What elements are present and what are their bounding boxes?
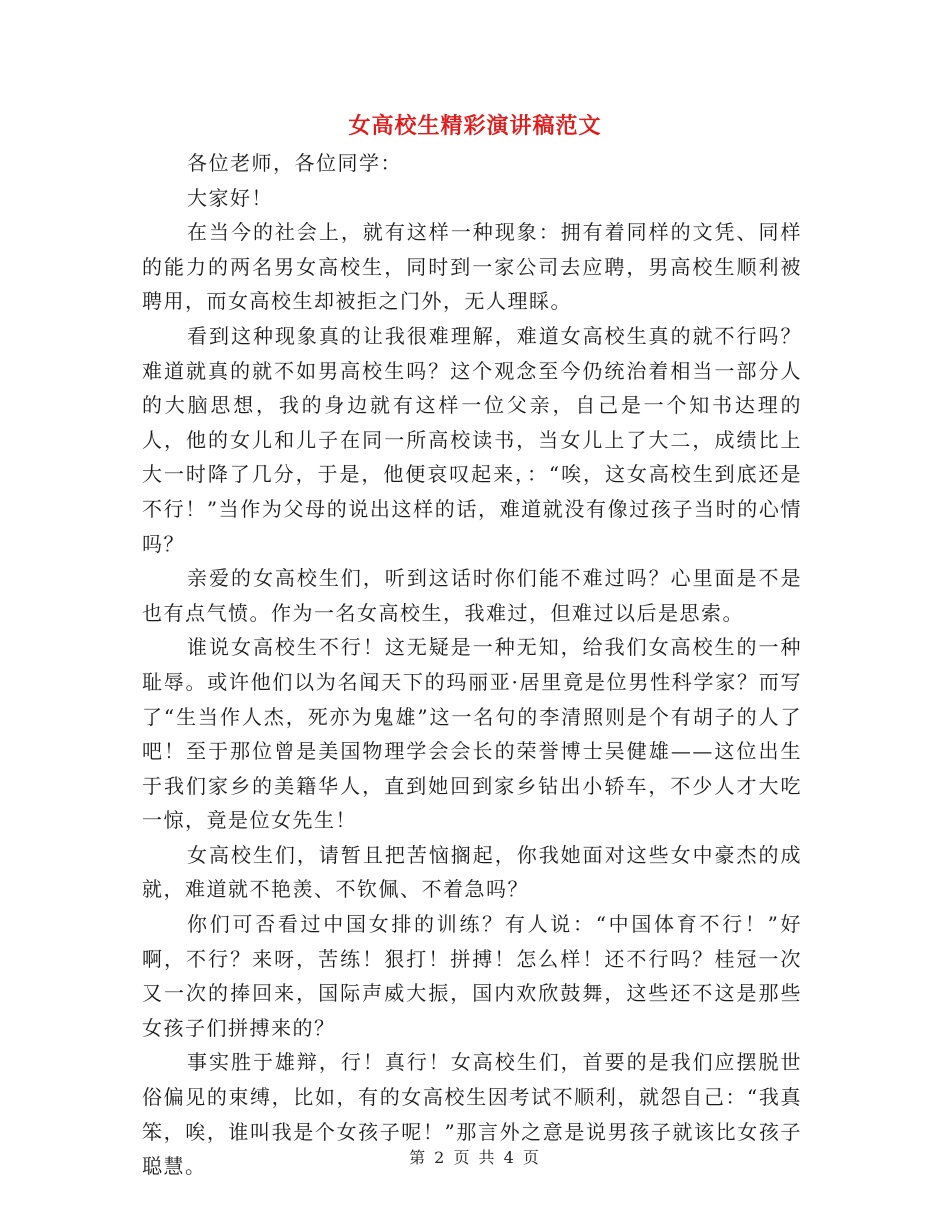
document-title: 女高校生精彩演讲稿范文 xyxy=(348,113,602,139)
document-body xyxy=(142,146,802,1184)
paragraph-5: 亲爱的女高校生们，听到这话时你们能不难过吗？心里面是不是也有点气愤。作为一名女高校生，我难过，但难过以后是思索。 xyxy=(142,566,802,625)
paragraph-8: 你们可否看过中国女排的训练？有人说：“中国体育不行！”好啊，不行？来呀，苦练！狠打！拼搏！怎么样！还不行吗？桂冠一次又一次的捧回来，国际声威大振，国内欢欣鼓舞，这些还不这是那些女孩子们拼搏来的？ xyxy=(142,912,802,1040)
page-number-footer: 第 2 页 共 4 页 xyxy=(409,1148,541,1167)
paragraph-6: 谁说女高校生不行！这无疑是一种无知，给我们女高校生的一种耻辱。或许他们以为名闻天下的玛丽亚·居里竟是位男性科学家？而写了“生当作人杰，死亦为鬼雄”这一名句的李清照则是个有胡子的人了吧！至于那位曾是美国物理学会会长的荣誉博士吴健雄——这位出生于我们家乡的美籍华人，直到她回到家乡钻出小轿车，不少人才大吃一惊，竟是位女先生！ xyxy=(142,635,802,833)
paragraph-3: 在当今的社会上，就有这样一种现象：拥有着同样的文凭、同样的能力的两名男女高校生，同时到一家公司去应聘，男高校生顺利被聘用，而女高校生却被拒之门外，无人理睬。 xyxy=(142,220,802,314)
paragraph-9: 事实胜于雄辩，行！真行！女高校生们，首要的是我们应摆脱世俗偏见的束缚，比如，有的女高校生因考试不顺利，就怨自己：“我真笨，唉，谁叫我是个女孩子呢！”那言外之意是说男孩子就该比女孩子聪慧。 xyxy=(142,1050,802,1179)
paragraph-4: 看到这种现象真的让我很难理解，难道女高校生真的就不行吗？难道就真的就不如男高校生吗？这个观念至今仍统治着相当一部分人的大脑思想，我的身边就有这样一位父亲，自己是一个知书达理的人，他的女儿和儿子在同一所高校读书，当女儿上了大二，成绩比上大一时降了几分，于是，他便哀叹起来，：“唉，这女高校生到底还是不行！”当作为父母的说出这样的话，难道就没有像过孩子当时的心情吗？ xyxy=(142,323,802,556)
paragraph-7: 女高校生们，请暂且把苦恼搁起，你我她面对这些女中豪杰的成就，难道就不艳羡、不钦佩、不着急吗？ xyxy=(142,842,802,902)
paragraph-salutation: 各位老师，各位同学： xyxy=(187,151,402,175)
paragraph-greeting: 大家好！ xyxy=(187,185,273,210)
